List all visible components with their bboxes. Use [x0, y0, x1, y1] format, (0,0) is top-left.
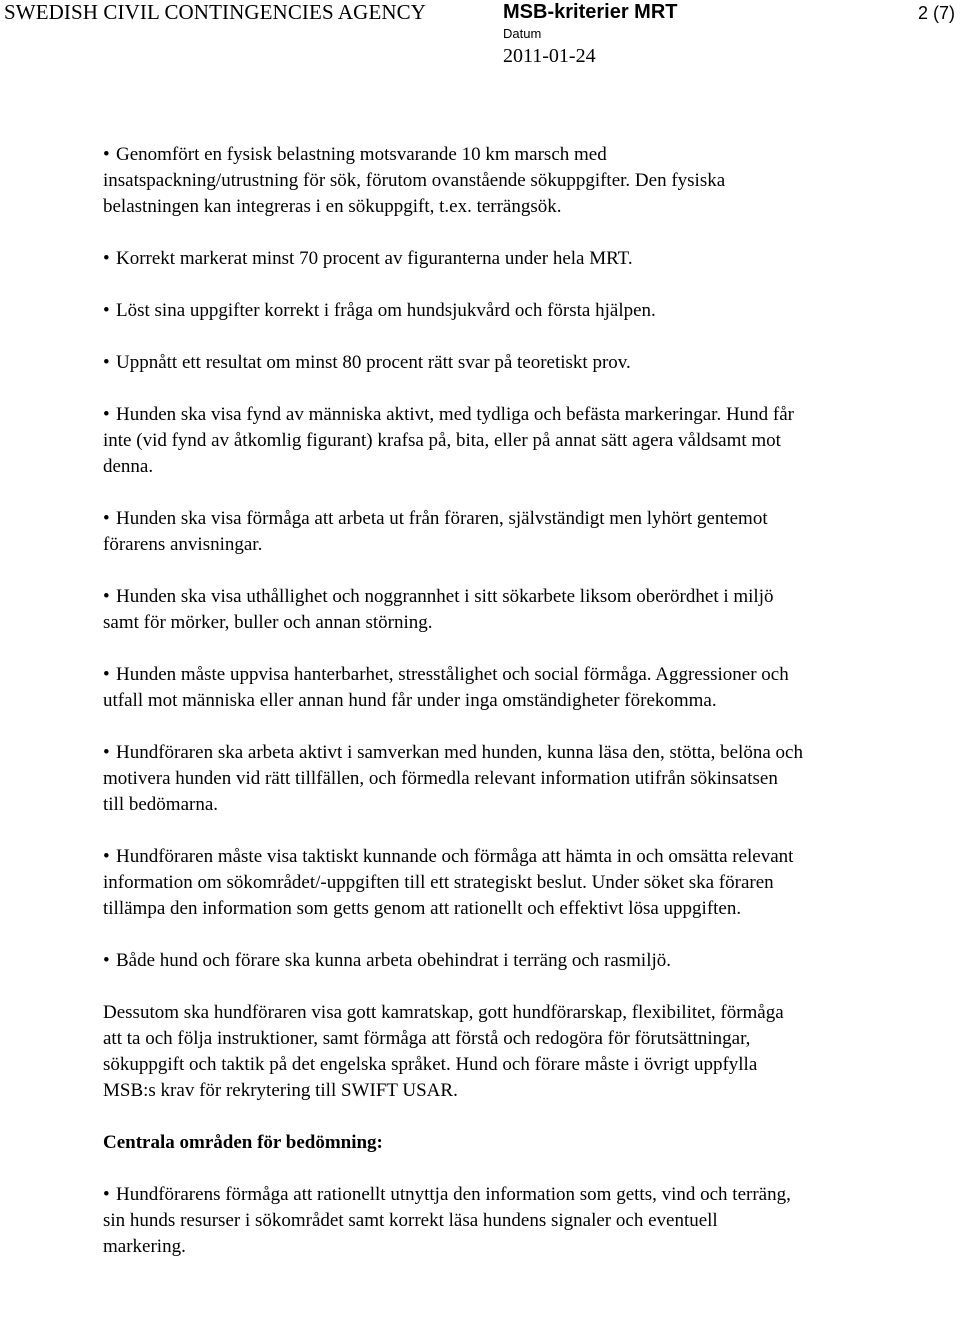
bullet-icon: •: [103, 664, 110, 685]
document-title: MSB-kriterier MRT: [503, 1, 678, 23]
list-item-text: Hundföraren måste visa taktiskt kunnande och förmåga att hämta in och omsätta relevant information om sökområdet/-uppgiften till ett strategiskt beslut. Under söket ska föraren tillämpa den information som getts genom att rationellt och effektivt lösa uppgiften.: [103, 846, 794, 919]
date-value: 2011-01-24: [503, 45, 596, 67]
agency-name: SWEDISH CIVIL CONTINGENCIES AGENCY: [4, 0, 427, 24]
document-body: [103, 142, 803, 1286]
bullet-icon: •: [103, 508, 110, 529]
list-item-text: Hunden ska visa uthållighet och noggrannhet i sitt sökarbete liksom oberördhet i miljö samt för mörker, buller och annan störning.: [103, 586, 774, 633]
bullet-icon: •: [103, 586, 110, 607]
list-item: [103, 298, 803, 324]
section-heading: Centrala områden för bedömning:: [103, 1132, 383, 1153]
list-item: [103, 402, 803, 480]
list-item: [103, 844, 803, 922]
bullet-icon: •: [103, 300, 110, 321]
bullet-icon: •: [103, 144, 110, 165]
bullet-icon: •: [103, 404, 110, 425]
bullet-icon: •: [103, 950, 110, 971]
list-item-text: Hundföraren ska arbeta aktivt i samverkan med hunden, kunna läsa den, stötta, belöna och motivera hunden vid rätt tillfällen, och förmedla relevant information utifrån sökinsatsen till bedömarna.: [103, 742, 803, 815]
bullet-icon: •: [103, 742, 110, 763]
list-item: [103, 142, 803, 220]
list-item-text: Genomfört en fysisk belastning motsvarande 10 km marsch med insatspackning/utrustning för sök, förutom ovanstående sökuppgifter. Den fysiska belastningen kan integreras i en sökuppgift, t.ex. terrängsök.: [103, 144, 726, 217]
list-item: [103, 246, 803, 272]
bullet-icon: •: [103, 1184, 110, 1205]
list-item-text: Både hund och förare ska kunna arbeta obehindrat i terräng och rasmiljö.: [116, 950, 672, 971]
list-item: [103, 948, 803, 974]
date-label: Datum: [503, 26, 542, 41]
list-item-text: Hundförarens förmåga att rationellt utnyttja den information som getts, vind och terräng, sin hunds resurser i sökområdet samt korrekt läsa hundens signaler och eventuell markering.: [103, 1184, 791, 1257]
list-item: [103, 662, 803, 714]
list-item: [103, 740, 803, 818]
bullet-icon: •: [103, 248, 110, 269]
bullet-icon: •: [103, 846, 110, 867]
list-item-text: Hunden måste uppvisa hanterbarhet, stresstålighet och social förmåga. Aggressioner och utfall mot människa eller annan hund får under inga omständigheter förekomma.: [103, 664, 789, 711]
bullet-icon: •: [103, 352, 110, 373]
page-number: 2 (7): [917, 3, 955, 23]
list-item-text: Löst sina uppgifter korrekt i fråga om hundsjukvård och första hjälpen.: [116, 300, 656, 321]
closing-paragraph: Dessutom ska hundföraren visa gott kamratskap, gott hundförarskap, flexibilitet, förmåga att ta och följa instruktioner, samt förmåga att förstå och redogöra för förutsättningar, sökuppgift och taktik på det engelska språket. Hund och förare måste i övrigt uppfylla MSB:s krav för rekrytering till SWIFT USAR.: [103, 1002, 784, 1101]
list-item-text: Uppnått ett resultat om minst 80 procent rätt svar på teoretiskt prov.: [116, 352, 631, 373]
list-item: [103, 1182, 803, 1260]
list-item-text: Hunden ska visa förmåga att arbeta ut från föraren, självständigt men lyhört gentemot förarens anvisningar.: [103, 508, 768, 555]
list-item: [103, 584, 803, 636]
list-item: [103, 506, 803, 558]
list-item-text: Hunden ska visa fynd av människa aktivt, med tydliga och befästa markeringar. Hund får inte (vid fynd av åtkomlig figurant) krafsa på, bita, eller på annat sätt agera våldsamt mot denna.: [103, 404, 794, 477]
criteria-list: [103, 142, 803, 974]
assessment-list: [103, 1182, 803, 1260]
list-item: [103, 350, 803, 376]
page-header: [0, 0, 960, 80]
list-item-text: Korrekt markerat minst 70 procent av figuranterna under hela MRT.: [116, 248, 633, 269]
